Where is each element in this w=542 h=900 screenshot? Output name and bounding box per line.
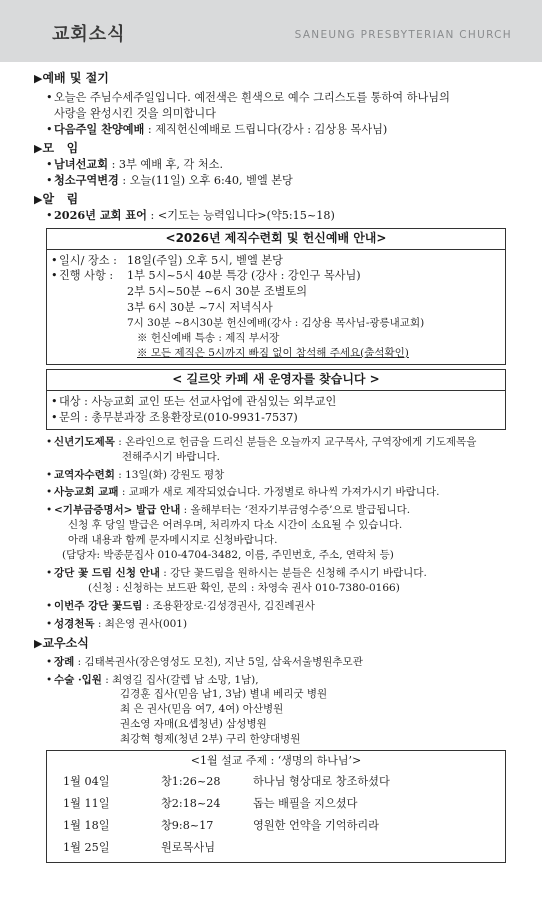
section-heading-worship: ▶예배 및 절기 — [34, 71, 109, 85]
member-hospital: • 수술 ·입원 : 최영길 집사(갈렙 남 소망, 1남), 김경훈 집사(믿음 남1, 3남) 별내 베리굿 병원 최 은 권사(믿음 여7, 4여) 아산병원 권소영 자매(요셉청년) 삼성병원 최강혁 형제(청년 2부) 구리 한양대병원 — [46, 673, 328, 746]
sermon-row: 1월 04일 창1:26~28 하나님 형상대로 창조하셨다 — [63, 774, 390, 788]
cafe-info-box — [46, 369, 506, 430]
dot-bullet-icon: • — [46, 655, 53, 668]
retreat-date-row: • 일시/ 장소 : 18일(주일) 오후 5시, 벧엘 본당 — [51, 253, 283, 267]
dot-bullet-icon: • — [46, 617, 53, 630]
dot-bullet-icon: • — [46, 173, 53, 187]
section-heading-notice: ▶알 림 — [34, 191, 79, 206]
dot-bullet-icon: • — [46, 91, 53, 105]
dot-bullet-icon: • — [46, 157, 53, 171]
dot-bullet-icon: • — [51, 410, 58, 424]
dot-bullet-icon: • — [46, 599, 53, 612]
dot-bullet-icon: • — [51, 269, 58, 283]
dot-bullet-icon: • — [46, 435, 53, 448]
page-header — [0, 0, 542, 62]
section-heading-members: ▶교우소식 — [34, 635, 89, 650]
sermon-row: 1월 18일 창9:8~17 영원한 언약을 기억하리라 — [63, 818, 379, 832]
triangle-bullet-icon: ▶ — [34, 141, 43, 155]
retreat-program-row: • 진행 사항 : 1부 5시~5시 40분 특강 (강사 : 강인구 목사님) — [51, 269, 361, 283]
sermon-row: 1월 25일 원로목사님 — [63, 840, 216, 854]
cafe-box-title: < 길르앗 카페 새 운영자를 찾습니다 > — [47, 370, 505, 391]
retreat-note-1: ※ 헌신예배 특송 : 제직 부서장 — [137, 332, 280, 345]
notice-door-plate: • 사능교회 교패 : 교패가 새로 제작되었습니다. 가정별로 하나씩 가져가시기 바랍니다. — [46, 486, 440, 499]
dot-bullet-icon: • — [46, 673, 53, 686]
retreat-note-2: ※ 모든 제직은 5시까지 빠짐 없이 참석해 주세요(출석확인) — [137, 347, 409, 359]
dot-bullet-icon: • — [46, 567, 53, 579]
retreat-program-2: 2부 5시~50분 ~6시 30분 조별토의 — [127, 285, 308, 299]
dot-bullet-icon: • — [51, 253, 58, 267]
retreat-info-box — [46, 228, 506, 365]
triangle-bullet-icon: ▶ — [34, 192, 43, 206]
dot-bullet-icon: • — [46, 208, 53, 222]
meeting-item-2: • 청소구역변경 : 오늘(11일) 오후 6:40, 벧엘 본당 — [46, 172, 293, 187]
notice-this-week-flowers: • 이번주 강단 꽃드림 : 조용환장로·김성경권사, 김진례권사 — [46, 599, 315, 612]
sermon-schedule-box — [46, 750, 506, 863]
notice-prayer: • 신년기도제목 : 온라인으로 헌금을 드리신 분들은 오늘까지 교구목사, 구역장에게 기도제목을 전해주시기 바랍니다. — [46, 435, 477, 463]
triangle-bullet-icon: ▶ — [34, 72, 43, 85]
dot-bullet-icon: • — [46, 468, 53, 481]
church-motto: • 2026년 교회 표어 : <기도는 능력입니다>(약5:15~18) — [46, 207, 335, 222]
retreat-box-title: <2026년 제직수련회 및 헌신예배 안내> — [47, 229, 505, 250]
retreat-program-4: 7시 30분 ~8시30분 헌신예배(강사 : 김상용 목사님-광릉내교회) — [127, 317, 425, 330]
dot-bullet-icon: • — [46, 122, 53, 136]
bulletin-content — [0, 66, 542, 863]
meeting-item-1: • 남녀선교회 : 3부 예배 후, 각 처소. — [46, 156, 224, 171]
dot-bullet-icon: • — [46, 504, 53, 517]
church-name: SANEUNG PRESBYTERIAN CHURCH — [294, 29, 512, 41]
dot-bullet-icon: • — [51, 394, 58, 408]
worship-item-1: • 오늘은 주님수세주일입니다. 예전색은 흰색으로 예수 그리스도를 통하여 하나님의 사랑을 완성시킨 것을 의미합니다 — [46, 91, 450, 120]
dot-bullet-icon: • — [46, 486, 53, 499]
member-funeral: • 장례 : 김태복권사(장은영성도 모친), 지난 5일, 삼육서울병원추모관 — [46, 655, 363, 668]
section-heading-meeting: ▶모 임 — [34, 140, 79, 155]
sermon-box-title: <1월 설교 주제 : ‘생명의 하나님’> — [190, 754, 362, 768]
notice-donation-receipt: • <기부금증명서> 발급 안내 : 올해부터는 ‘전자기부금영수증’으로 발급됩니다. 신청 후 당일 발급은 어려우며, 처리까지 다소 시간이 소요될 수 있습니다. 아래 내용과 함께 문자메시지로 신청바랍니다. (담당자: 박종문집사 010-4704-3482, 이름, 주민번호, 주소, 연락처 등) — [46, 504, 411, 562]
cafe-target-row: • 대상 : 사능교회 교인 또는 선교사업에 관심있는 외부교인 — [51, 394, 337, 408]
worship-item-2: • 다음주일 찬양예배 : 제직헌신예배로 드립니다(강사 : 김상용 목사님) — [46, 121, 388, 136]
cafe-contact-row: • 문의 : 총무분과장 조용환장로(010-9931-7537) — [51, 410, 298, 424]
notice-retreat-staff: • 교역자수련회 : 13일(화) 강원도 평창 — [46, 468, 225, 481]
notice-bible-reading: • 성경천독 : 최은영 권사(001) — [46, 617, 188, 630]
sermon-row: 1월 11일 창2:18~24 돕는 배필을 지으셨다 — [63, 796, 358, 810]
triangle-bullet-icon: ▶ — [34, 636, 43, 650]
retreat-program-3: 3부 6시 30분 ~7시 저녁식사 — [127, 301, 273, 315]
page-title: 교회소식 — [52, 24, 126, 45]
notice-flower-offering: • 강단 꽃 드림 신청 안내 : 강단 꽃드림을 원하시는 분들은 신청해 주시기 바랍니다. (신청 : 신청하는 보드판 확인, 문의 : 차영숙 권사 010-7380-0166) — [46, 567, 427, 594]
